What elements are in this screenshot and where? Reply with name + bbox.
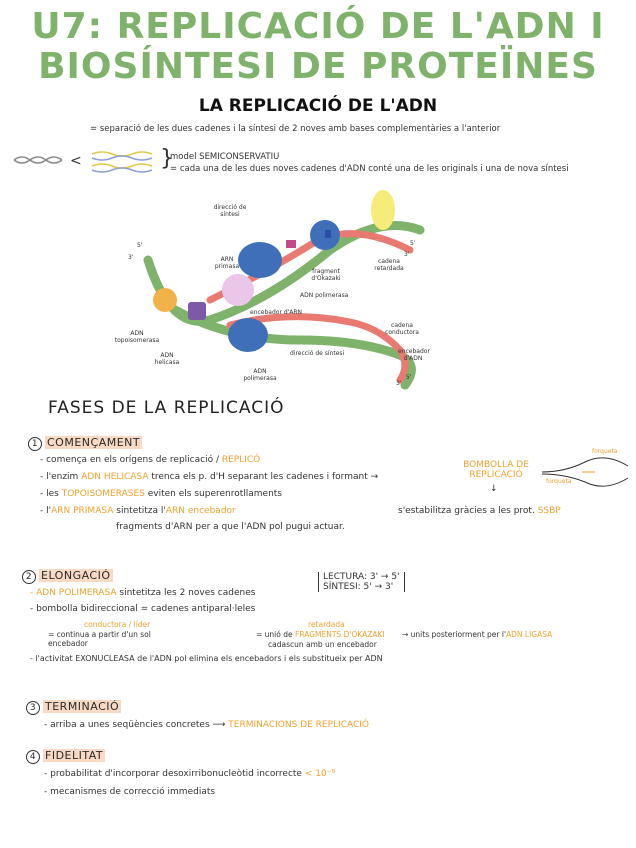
bombolla-sketch-icon bbox=[540, 452, 630, 492]
lectura-sintesi-box: LECTURA: 3' → 5' SÍNTESI: 5' → 3' bbox=[318, 572, 405, 592]
comencament-line2: - l'enzim ADN HELICASA trenca els p. d'H separant les cadenes i formant → bbox=[40, 472, 379, 482]
model-label: model SEMICONSERVATIU bbox=[170, 152, 280, 162]
topoisomerasa-shape bbox=[188, 302, 206, 320]
conductora-label: conductora / líder bbox=[84, 620, 151, 629]
label-adn-topoisomerasa: ADN topoisomerasa bbox=[114, 330, 160, 344]
label-arn-primasa: ARN primasa bbox=[214, 256, 240, 270]
label-direccio-sintesi-bottom: direcció de síntesi bbox=[290, 350, 345, 357]
main-title-line2: BIOSÍNTESI DE PROTEÏNES bbox=[38, 46, 598, 87]
fidelitat-line1: - probabilitat d'incorporar desoxirribonucleòtid incorrecte < 10⁻⁹ bbox=[44, 769, 336, 779]
arrow-down: ↓ bbox=[490, 484, 498, 494]
label-cadena-retardada: cadena retardada bbox=[374, 258, 404, 272]
polimerasa-shape-bottom bbox=[228, 318, 268, 352]
definition-text: = separació de les dues cadenes i la síntesi de 2 noves amb bases complementàries a l'anterior bbox=[90, 124, 501, 134]
label-adn-polimerasa-mid: ADN polimerasa bbox=[300, 292, 349, 299]
elongacio-line1: - ADN POLIMERASA sintetitza les 2 noves cadenes bbox=[30, 588, 256, 598]
phase-4-header: 4 FIDELITAT bbox=[26, 749, 105, 764]
label-direccio-sintesi-top: direcció de síntesi bbox=[213, 204, 247, 218]
phase-2-header: 2 ELONGACIÓ bbox=[22, 569, 113, 584]
label-fragment-okazaki: fragment d'Okazaki bbox=[311, 268, 341, 282]
label-encebador: encebador d'ARN bbox=[250, 309, 303, 316]
label-adn-helicasa: ADN helicasa bbox=[154, 352, 180, 366]
bombolla-replicacio: BOMBOLLA DE REPLICACIÓ bbox=[463, 460, 529, 480]
fases-heading: FASES DE LA REPLICACIÓ bbox=[48, 398, 285, 418]
terminacio-line1: - arriba a unes seqüències concretes ⟶ TERMINACIONS DE REPLICACIÓ bbox=[44, 720, 370, 730]
elongacio-line2: - bombolla bidireccional = cadenes antiparal·leles bbox=[30, 604, 256, 614]
retardada-label: retardada bbox=[308, 620, 345, 629]
label-5prime-right: 5' bbox=[410, 240, 416, 247]
forqueta-top: forqueta bbox=[592, 448, 618, 455]
comencament-line5: fragments d'ARN per a que l'ADN pol pugui actuar. bbox=[116, 522, 345, 532]
label-adn-polimerasa-bottom: ADN polimerasa bbox=[243, 368, 277, 382]
label-5prime-bottom: 5' bbox=[406, 374, 412, 381]
retardada-desc2: cadascun amb un encebador bbox=[268, 640, 377, 649]
yellow-shape bbox=[371, 190, 395, 230]
comencament-line3: - les TOPOISOMERASES eviten els superenrotllaments bbox=[40, 489, 282, 499]
comencament-line4: - l'ARN PRIMASA sintetitza l'ARN encebador bbox=[40, 506, 236, 516]
polimerasa-shape-top bbox=[238, 242, 282, 278]
svg-text:<: < bbox=[70, 153, 82, 169]
phase-3-header: 3 TERMINACIÓ bbox=[26, 700, 121, 715]
comencament-line1: - comença en els orígens de replicació / REPLICÓ bbox=[40, 455, 261, 465]
label-3prime-bottom: 3' bbox=[396, 380, 402, 387]
label-cadena-conductora: cadena conductora bbox=[385, 322, 419, 336]
phase-1-header: 1 COMENÇAMENT bbox=[28, 436, 142, 451]
label-3prime-left: 3' bbox=[128, 254, 134, 261]
primasa-shape bbox=[222, 274, 254, 306]
elongacio-line3: - l'activitat EXONUCLEASA de l'ADN pol elimina els encebadors i els substitueix per ADN bbox=[30, 654, 383, 663]
brace: } bbox=[160, 146, 174, 171]
section-title: LA REPLICACIÓ DE L'ADN bbox=[198, 96, 438, 116]
dna-strands-icon bbox=[12, 148, 162, 178]
green-strand-lower bbox=[175, 310, 411, 385]
units-ligasa: → units posteriorment per l'ADN LIGASA bbox=[402, 630, 553, 639]
model-description: = cada una de les dues noves cadenes d'ADN conté una de les originals i una de nova síntesi bbox=[170, 164, 569, 174]
forqueta-bottom: forqueta bbox=[546, 478, 572, 485]
conductora-desc: = continua a partir d'un sol encebador bbox=[48, 630, 151, 648]
label-3prime-right: 3' bbox=[404, 251, 410, 258]
main-title-line1: U7: REPLICACIÓ DE L'ADN I bbox=[31, 6, 605, 47]
label-encebador-adn: encebador d'ADN bbox=[398, 348, 430, 362]
retardada-desc: = unió de FRAGMENTS D'OKAZAKI bbox=[256, 630, 385, 639]
fidelitat-line2: - mecanismes de correcció immediats bbox=[44, 787, 216, 797]
helicasa-shape bbox=[153, 288, 177, 312]
label-5prime-left: 5' bbox=[137, 242, 143, 249]
comencament-line4-ssbp: s'estabilitza gràcies a les prot. SSBP bbox=[398, 506, 561, 516]
